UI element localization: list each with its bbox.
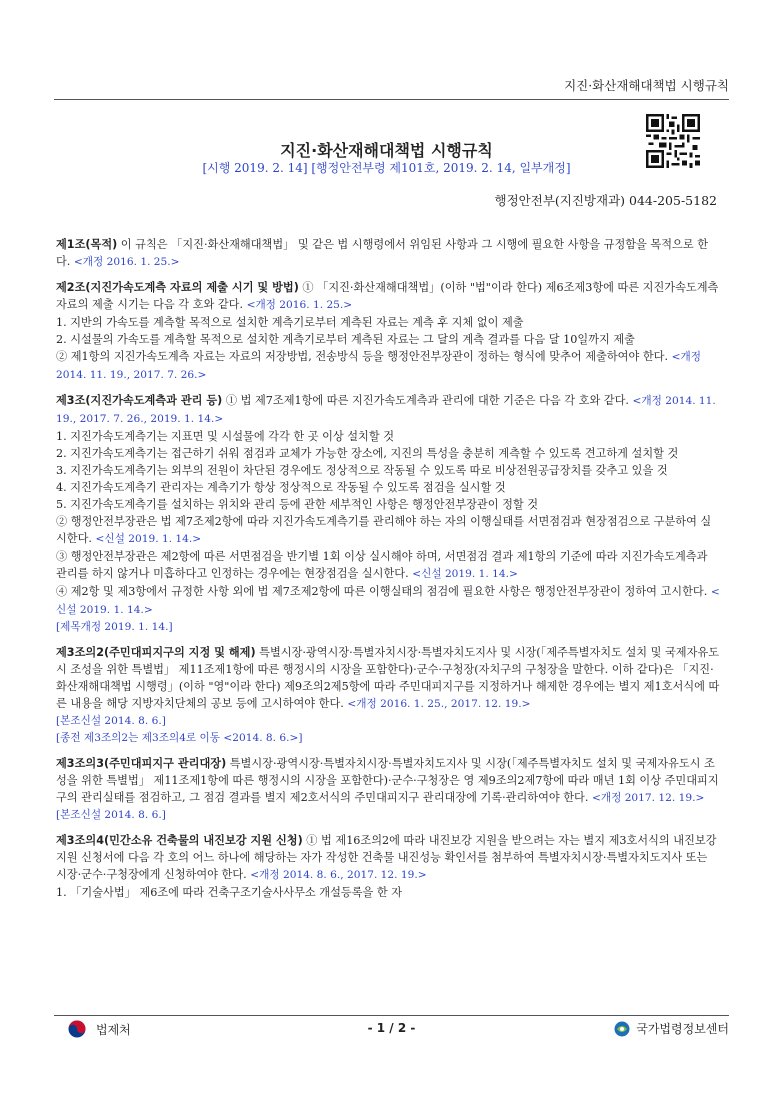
footer-right-label: 국가법령정보센터 [636,1022,729,1036]
article-heading: 제2조(지진가속도계측 자료의 제출 시기 및 방법) [56,281,299,294]
page-number: - 1 / 2 - [367,1021,416,1035]
list-item: 4. 지진가속도계측기 관리자는 계측기가 항상 정상적으로 작동될 수 있도록 점검을 실시할 것 [56,481,506,494]
article-3-2 [56,644,721,747]
amendment-note: <개정 2014. 8. 6., 2017. 12. 19.> [250,869,427,881]
list-item: 5. 지진가속도계측기를 설치하는 위치와 관리 등에 관한 세부적인 사항은 행정안전부장관이 정할 것 [56,498,539,511]
list-item: 2. 시설물의 가속도를 계측할 목적으로 설치한 계측기로부터 계측된 자료는 그 달의 계측 결과를 다음 달 10일까지 제출 [56,333,635,346]
page-footer [54,1020,729,1042]
revision-note: [본조신설 2014. 8. 6.] [56,715,166,727]
article-1 [56,236,721,271]
amendment-note: <개정 2014. 11. 19., 2017. 7. 26.> [56,351,701,381]
revision-note: [제목개정 2019. 1. 14.] [56,621,173,633]
amendment-note: <신설 2019. 1. 14.> [412,568,518,580]
list-item: 2. 지진가속도계측기는 접근하기 쉬워 점검과 교체가 가능한 장소에, 지진의 특성을 충분히 계측할 수 있도록 견고하게 설치할 것 [56,447,679,460]
article-text: 이 규칙은 「지진·화산재해대책법」 및 같은 법 시행령에서 위임된 사항과 그 시행에 필요한 사항을 규정함을 목적으로 한다. [56,238,709,268]
list-item: 3. 지진가속도계측기는 외부의 전원이 차단된 경우에도 정상적으로 작동될 수 있도록 따로 비상전원공급장치를 갖추고 있을 것 [56,464,668,477]
article-heading: 제3조의3(주민대피지구 관리대장) [56,757,227,770]
footer-rule [54,1015,729,1016]
paragraph-text: ③ 행정안전부장관은 제2항에 따른 서면점검을 반기별 1회 이상 실시해야 하며, 서면점검 결과 제1항의 기준에 따라 지진가속도계측과 관리를 하지 않거나 미흡하다고 인정하는 경우에는 현장점검을 실시한다. [56,550,708,580]
amendment-note: <개정 2016. 1. 25.> [73,256,180,268]
amendment-note: <개정 2014. 11. 19., 2017. 7. 26., 2019. 1. 14.> [56,395,716,425]
amendment-note: <신설 2019. 1. 14.> [56,586,720,616]
article-3 [56,392,721,636]
article-3-3 [56,755,721,824]
article-text: ① 「지진·화산재해대책법」(이하 "법"이라 한다) 제6조제3항에 따른 지진가속도계측 자료의 제출 시기는 다음 각 호와 같다. [56,281,719,311]
article-heading: 제3조의2(주민대피지구의 지정 및 해제) [56,646,256,659]
paragraph-text: ② 행정안전부장관은 법 제7조제2항에 따라 지진가속도계측기를 관리해야 하는 자의 이행실태를 서면점검과 현장점검으로 구분하여 실시한다. [56,515,712,545]
paragraph-text: ④ 제2항 및 제3항에서 규정한 사항 외에 법 제7조제2항에 따른 이행실태의 점검에 필요한 사항은 행정안전부장관이 정하여 고시한다. [56,585,711,598]
amendment-note: <개정 2016. 1. 25., 2017. 12. 19.> [347,698,531,710]
footer-left-label: 법제처 [96,1022,131,1037]
amendment-note: <신설 2019. 1. 14.> [95,533,202,545]
article-heading: 제3조(지진가속도계측과 관리 등) [56,394,223,407]
qr-code-icon [646,114,700,168]
header-rule [54,99,729,100]
article-3-4 [56,832,721,901]
ministry-contact: 행정안전부(지진방재과) 044-205-5182 [494,193,717,208]
running-header: 지진·화산재해대책법 시행규칙 [564,78,729,93]
revision-note: [본조신설 2014. 8. 6.] [56,809,166,821]
revision-note: [종전 제3조의2는 제3조의4로 이동 <2014. 8. 6.>] [56,732,303,744]
doc-subtitle: [시행 2019. 2. 14] [행정안전부령 제101호, 2019. 2. 14, 일부개정] [202,161,571,175]
doc-title: 지진·화산재해대책법 시행규칙 [280,141,493,160]
list-item: 1. 지반의 가속도를 계측할 목적으로 설치한 계측기로부터 계측된 자료는 계측 후 지체 없이 제출 [56,316,524,329]
amendment-note: <개정 2016. 1. 25.> [246,299,353,311]
amendment-note: <개정 2017. 12. 19.> [591,792,705,804]
list-item: 1. 「기술사법」 제6조에 따라 건축구조기술사사무소 개설등록을 한 자 [56,886,403,899]
article-text: 특별시장·광역시장·특별자치시장·특별자치도지사 및 시장(「제주특별자치도 설치 및 국제자유도시 조성을 위한 특별법」 제11조제1항에 따른 행정시의 시장을 포함한다)·군수·구청장은 영 제9조의2제7항에 따라 매년 1회 이상 주민대피지구의 관리실태를 점검하고, 그 점검 결과를 별지 제2호서식의 주민대피지구 관리대장에 기록·관리하여야 한다. [56,757,719,804]
law-body [56,236,721,909]
article-heading: 제1조(목적) [56,238,118,251]
article-text: 특별시장·광역시장·특별자치시장·특별자치도지사 및 시장(「제주특별자치도 설치 및 국제자유도시 조성을 위한 특별법」 제11조제1항에 따른 행정시의 시장을 포함한다)·군수·구청장(자치구의 구청장을 말한다. 이하 같다)은 「지진·화산재해대책법 시행령」(이하 "영"이라 한다) 제9조의2제5항에 따라 주민대피지구를 지정하거나 해제한 경우에는 별지 제1호서식에 따른 내용을 해당 지방자치단체의 공보 등에 고시하여야 한다. [56,646,720,710]
article-2 [56,279,721,384]
list-item: 1. 지진가속도계측기는 지표면 및 시설물에 각각 한 곳 이상 설치할 것 [56,430,395,443]
law-center-logo-icon [614,1021,630,1037]
article-heading: 제3조의4(민간소유 건축물의 내진보강 지원 신청) [56,834,303,847]
article-text: ① 법 제16조의2에 따라 내진보강 지원을 받으려는 자는 별지 제3호서식의 내진보강 지원 신청서에 다음 각 호의 어느 하나에 해당하는 자가 작성한 건축물 내진성능 확인서를 첨부하여 특별자치시장·특별자치도지사 또는 시장·군수·구청장에게 신청하여야 한다. [56,834,717,881]
article-text: ① 법 제7조제1항에 따른 지진가속도계측과 관리에 대한 기준은 다음 각 호와 같다. [222,394,633,407]
paragraph-text: ② 제1항의 지진가속도계측 자료는 자료의 저장방법, 전송방식 등을 행정안전부장관이 정하는 형식에 맞추어 제출하여야 한다. [56,350,672,363]
